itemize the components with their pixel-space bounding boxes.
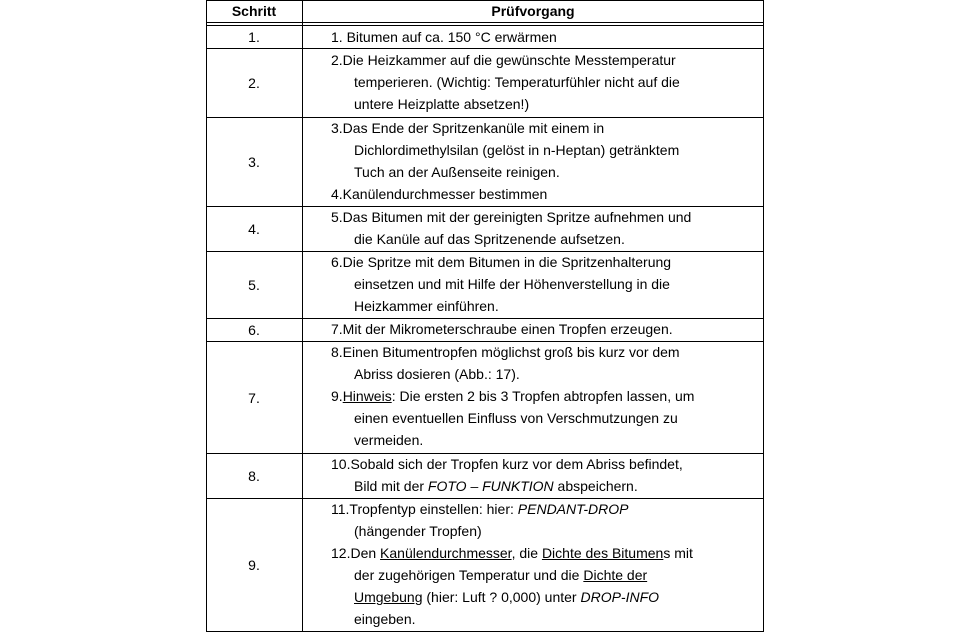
step-text: temperieren. (Wichtig: Temperaturfühler nicht auf die xyxy=(354,74,680,90)
step-text: 1. Bitumen auf ca. 150 °C erwärmen xyxy=(331,29,557,45)
step-number: 3. xyxy=(248,154,260,170)
step-text: einsetzen und mit Hilfe der Höhenverstellung in die xyxy=(354,276,670,292)
step-number: 1. xyxy=(248,29,260,45)
step-text xyxy=(331,545,693,561)
header-divider xyxy=(206,22,764,23)
step-text xyxy=(354,478,638,494)
step-text: Abriss dosieren (Abb.: 17). xyxy=(354,366,520,382)
step-number: 2. xyxy=(248,75,260,91)
dichte-umgebung-label: Dichte der xyxy=(583,567,648,583)
step-text-part: 11.Tropfentyp einstellen: hier: xyxy=(331,501,518,517)
step-number: 5. xyxy=(248,277,260,293)
step-text: untere Heizplatte absetzen!) xyxy=(354,96,530,112)
step-text: (hängender Tropfen) xyxy=(354,523,482,539)
step-text: 2.Die Heizkammer auf die gewünschte Messtemperatur xyxy=(331,52,676,68)
umgebung-label: Umgebung xyxy=(354,589,423,605)
step-number: 8. xyxy=(248,468,260,484)
step-text-part: s mit xyxy=(663,545,693,561)
step-text xyxy=(354,589,659,605)
step-text: die Kanüle auf das Spritzenende aufsetzen. xyxy=(354,231,625,247)
step-number: 7. xyxy=(248,389,260,406)
step-text-part: (hier: Luft ? 0,000) unter xyxy=(422,589,581,605)
step-text: eingeben. xyxy=(354,611,416,627)
kanuelendurchmesser-label: Kanülendurchmesser xyxy=(380,545,512,561)
header-schritt: Schritt xyxy=(231,3,277,19)
step-text xyxy=(331,501,629,517)
foto-funktion-label: FOTO – FUNKTION xyxy=(427,478,554,494)
step-text: 6.Die Spritze mit dem Bitumen in die Spritzenhalterung xyxy=(331,254,672,270)
drop-info-label: DROP-INFO xyxy=(580,589,660,605)
step-text: einen eventuellen Einfluss von Verschmutzungen zu xyxy=(354,410,678,426)
step-number: 4. xyxy=(248,221,260,237)
step-text-part: , die xyxy=(511,545,542,561)
dichte-bitumen-label: Dichte des Bitumen xyxy=(541,545,664,561)
step-text-part: Bild mit der xyxy=(354,478,428,494)
step-number: 6. xyxy=(248,322,260,338)
hinweis-label: Hinweis xyxy=(342,388,392,404)
step-text: vermeiden. xyxy=(354,432,424,448)
step-text-part: 12.Den xyxy=(331,545,381,561)
step-number: 9. xyxy=(248,557,260,573)
table-header xyxy=(206,0,764,22)
step-text-part: : Die ersten 2 bis 3 Tropfen abtropfen lassen, um xyxy=(391,388,695,404)
step-text: Tuch an der Außenseite reinigen. xyxy=(354,164,560,180)
step-text: 3.Das Ende der Spritzenkanüle mit einem in xyxy=(331,120,605,136)
step-text: 8.Einen Bitumentropfen möglichst groß bis kurz vor dem xyxy=(331,344,680,360)
table-row xyxy=(206,499,764,631)
step-text: 7.Mit der Mikrometerschraube einen Tropfen erzeugen. xyxy=(331,321,673,337)
step-text xyxy=(354,567,647,583)
pendant-drop-label: PENDANT-DROP xyxy=(517,501,629,517)
step-text: 10.Sobald sich der Tropfen kurz vor dem Abriss befindet, xyxy=(331,456,683,472)
step-prefix: 9. xyxy=(331,388,343,404)
step-text-part: der zugehörigen Temperatur und die xyxy=(354,567,584,583)
step-text: Dichlordimethylsilan (gelöst in n-Heptan) getränktem xyxy=(354,142,680,158)
step-text: 4.Kanülendurchmesser bestimmen xyxy=(331,186,548,202)
step-text: Heizkammer einführen. xyxy=(354,298,499,314)
step-text: 5.Das Bitumen mit der gereinigten Spritze aufnehmen und xyxy=(331,209,692,225)
header-pruefvorgang: Prüfvorgang xyxy=(491,3,575,19)
step-text-part: abspeichern. xyxy=(553,478,638,494)
step-text xyxy=(331,388,694,404)
procedure-table xyxy=(206,0,764,632)
